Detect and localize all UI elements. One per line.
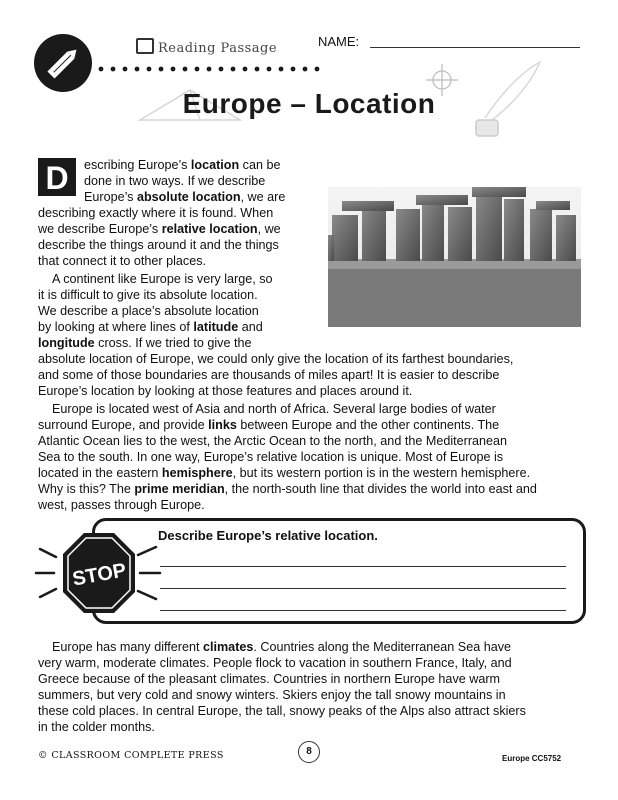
page-title: Europe – Location	[182, 88, 436, 119]
para4-line-6: in the colder months.	[38, 720, 155, 734]
para1-line-3: Europe’s absolute location, we are	[84, 190, 286, 204]
para3-line-3: Atlantic Ocean lies to the west, the Arctic Ocean to the north, and the Mediterranean	[38, 434, 508, 448]
para1-line-2: done in two ways. If we describe	[84, 174, 266, 188]
para3-line-7: west, passes through Europe.	[38, 498, 205, 512]
para2-line-3: We describe a place’s absolute location	[38, 304, 259, 318]
para1-line-5: we describe Europe’s relative location, we	[38, 222, 281, 236]
para4-line-4: summers, but very cold and snowy winters. Skiers enjoy the tall snowy mountains in	[38, 688, 506, 702]
answer-line-1[interactable]	[160, 566, 566, 567]
page-number: 8	[298, 741, 320, 763]
para2-line-2: it is difficult to give its absolute location.	[38, 288, 258, 302]
drop-cap: D	[38, 158, 76, 196]
para2-line-7: and some of those boundaries are thousands of miles apart! It is easier to describe	[38, 368, 500, 382]
pencil-badge-icon	[34, 34, 92, 92]
answer-line-3[interactable]	[160, 610, 566, 611]
publisher-footer: © CLASSROOM COMPLETE PRESS	[38, 750, 224, 761]
stop-sign-icon	[34, 527, 164, 617]
para1-line-1: escribing Europe’s location can be	[84, 158, 281, 172]
para3-line-2: surround Europe, and provide links between Europe and the other continents. The	[38, 418, 500, 432]
name-label: NAME:	[318, 34, 360, 49]
para3-line-5: located in the eastern hemisphere, but its western portion is in the western hemisphere.	[38, 466, 531, 480]
para2-line-5: longitude cross. If we tried to give the	[38, 336, 252, 350]
para4-line-3: Greece because of the pleasant climates. Countries in northern Europe have warm	[38, 672, 501, 686]
para1-line-7: that connect it to other places.	[38, 254, 207, 268]
para1-line-6: describe the things around it and the things	[38, 238, 279, 252]
question-text: Describe Europe’s relative location.	[158, 528, 378, 543]
product-code: Europe CC5752	[502, 754, 562, 763]
para4-line-1: Europe has many different climates. Countries along the Mediterranean Sea have	[52, 640, 512, 654]
para4-line-2: very warm, moderate climates. People flock to vacation in southern France, Italy, and	[38, 656, 512, 670]
para2-line-4: by looking at where lines of latitude and	[38, 320, 263, 334]
book-icon	[136, 38, 154, 54]
stonehenge-photo	[328, 187, 581, 327]
answer-line-2[interactable]	[160, 588, 566, 589]
name-field[interactable]	[370, 47, 580, 48]
para2-line-6: absolute location of Europe, we could only give the location of its farthest boundaries,	[38, 352, 514, 366]
section-label	[136, 38, 277, 56]
para4-line-5: these cold places. In central Europe, the tall, snowy peaks of the Alps also attract skiers	[38, 704, 526, 718]
section-text: Reading Passage	[158, 41, 278, 56]
para3-line-6: Why is this? The prime meridian, the north-south line that divides the world into east and	[38, 482, 537, 496]
para3-line-1: Europe is located west of Asia and north of Africa. Several large bodies of water	[52, 402, 496, 416]
para1-line-4: describing exactly where it is found. When	[38, 206, 274, 220]
stop-sign-text: STOP	[70, 559, 128, 591]
pencil-icon	[34, 34, 92, 92]
para3-line-4: Sea to the south. In one way, Europe’s relative location is unique. Most of Europe is	[38, 450, 504, 464]
para2-line-1: A continent like Europe is very large, so	[52, 272, 273, 286]
para2-line-8: Europe’s location by looking at those features and places around it.	[38, 384, 413, 398]
